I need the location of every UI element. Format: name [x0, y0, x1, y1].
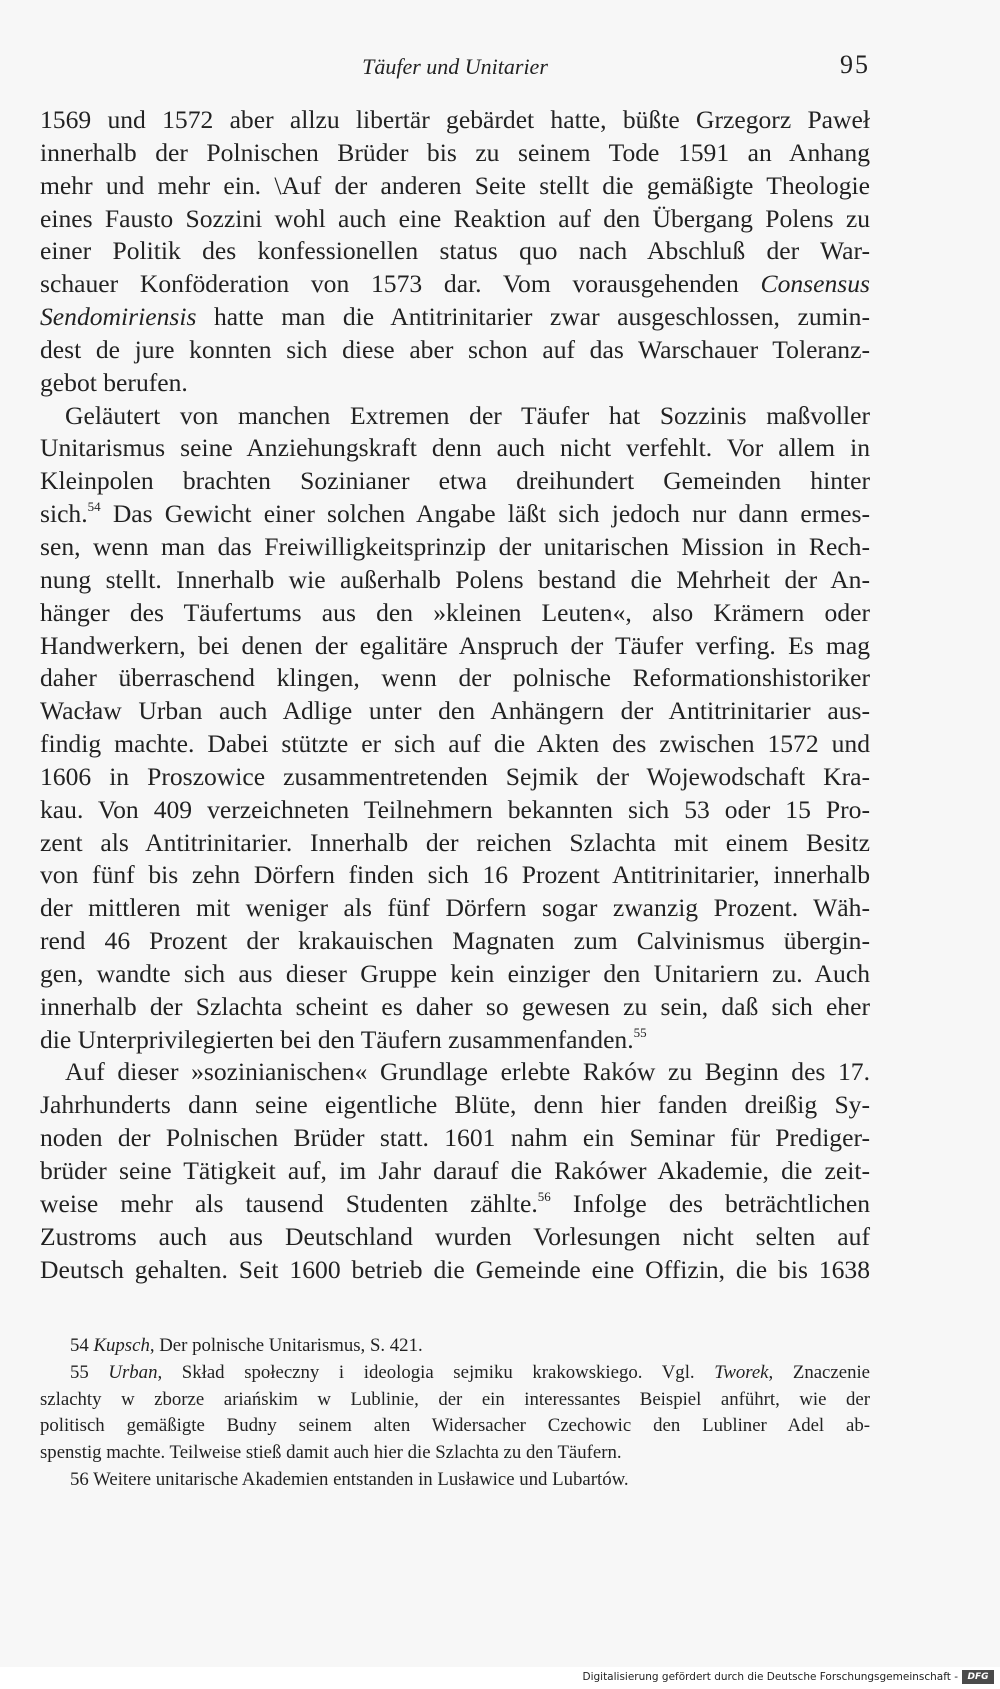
- page-number: 95: [840, 50, 870, 79]
- footer-text: Digitalisierung gefördert durch die Deutsche Forschungsgemeinschaft -: [582, 1671, 958, 1683]
- text-line: gen, wandte sich aus dieser Gruppe kein einziger den Unitariern zu. Auch: [40, 958, 870, 988]
- text-line: eines Fausto Sozzini wohl auch eine Reaktion auf den Übergang Polens zu: [40, 203, 870, 233]
- text-run: sich.: [40, 499, 88, 529]
- text-line: [40, 268, 870, 301]
- text-line: [40, 1024, 870, 1057]
- footnote-number: 54: [70, 1335, 89, 1356]
- running-title: Täufer und Unitarier: [362, 54, 548, 79]
- text-line: Kleinpolen brachten Sozinianer etwa dreihundert Gemeinden hinter: [40, 466, 870, 496]
- text-run: weise mehr als tausend Studenten zählte.: [40, 1188, 538, 1218]
- text-line: zent als Antitrinitarier. Innerhalb der reichen Szlachta mit einem Besitz: [40, 827, 870, 857]
- text-line: Auf dieser »sozinianischen« Grundlage erlebte Raków zu Beginn des 17.: [65, 1057, 870, 1087]
- text-line: [40, 498, 870, 531]
- footnotes: [40, 1333, 870, 1494]
- text-run: Infolge des beträchtlichen: [572, 1188, 871, 1218]
- footnote-55: [40, 1360, 870, 1387]
- text-line: brüder seine Tätigkeit auf, im Jahr darauf die Rakówer Akademie, die zeit-: [40, 1156, 870, 1185]
- text-line: dest de jure konnten sich diese aber schon auf das Warschauer Toleranz-: [40, 334, 870, 364]
- text-line: 1569 und 1572 aber allzu libertär gebärdet hatte, büßte Grzegorz Paweł: [40, 105, 870, 134]
- italic-title: Sendomiriensis: [40, 302, 197, 332]
- text-line: findig machte. Dabei stützte er sich auf die Akten des zwischen 1572 und: [40, 729, 870, 759]
- text-line: [40, 1188, 870, 1221]
- running-head: [40, 50, 870, 86]
- text-line: Deutsch gehalten. Seit 1600 betrieb die Gemeinde eine Offizin, die bis 1638: [40, 1254, 870, 1284]
- footnote-author: Urban: [108, 1361, 158, 1383]
- footnote-number: 56: [70, 1468, 89, 1490]
- text-line: Unitarismus seine Anziehungskraft denn auch nicht verfehlt. Vor allem in: [40, 433, 870, 463]
- dfg-logo: DFG: [962, 1670, 994, 1684]
- text-line: noden der Polnischen Brüder statt. 1601 nahm ein Seminar für Prediger-: [40, 1123, 870, 1153]
- text-line: von fünf bis zehn Dörfern finden sich 16 Prozent Antitrinitarier, innerhalb: [40, 860, 870, 890]
- text-line: kau. Von 409 verzeichneten Teilnehmern bekannten sich 53 oder 15 Pro-: [40, 794, 870, 824]
- footnote-text: , Skład społeczny i ideologia sejmiku krakowskiego. Vgl.: [157, 1361, 695, 1383]
- text-line: einer Politik des konfessionellen status quo nach Abschluß der War-: [40, 236, 870, 266]
- text-line: gebot berufen.: [40, 367, 188, 397]
- footnote-line: spenstig machte. Teilweise stieß damit auch hier die Szlachta zu den Täufern.: [40, 1442, 622, 1464]
- text-line: Jahrhunderts dann seine eigentliche Blüte, denn hier fanden dreißig Sy-: [40, 1090, 870, 1120]
- text-line: Geläutert von manchen Extremen der Täufer hat Sozzinis maßvoller: [65, 400, 870, 430]
- text-run: die Unterprivilegierten bei den Täufern zusammenfanden.: [40, 1024, 634, 1054]
- digitization-footer: [0, 1667, 1000, 1689]
- text-line: daher überraschend klingen, wenn der polnische Reformationshistoriker: [40, 663, 870, 693]
- text-line: mehr und mehr ein. \Auf der anderen Seite stellt die gemäßigte Theologie: [40, 170, 870, 200]
- text-line: Wacław Urban auch Adlige unter den Anhängern der Antitrinitarier aus-: [40, 696, 870, 726]
- body-text: [40, 104, 870, 1286]
- text-run: Das Gewicht einer solchen Angabe läßt sich jedoch nur dann ermes-: [112, 499, 870, 529]
- text-line: nung stellt. Innerhalb wie außerhalb Polens bestand die Mehrheit der An-: [40, 564, 870, 594]
- footnote-author: Tworek: [714, 1361, 769, 1383]
- footnote-ref-56[interactable]: 56: [537, 1188, 551, 1204]
- footnote-line: politisch gemäßigte Budny seinem alten Widersacher Czechowic den Lubliner Adel ab-: [40, 1415, 870, 1437]
- text-line: Handwerkern, bei denen der egalitäre Anspruch der Täufer verfing. Es mag: [40, 630, 870, 660]
- footnote-number: 55: [70, 1361, 89, 1383]
- text-line: [40, 301, 870, 334]
- footnote-ref-55[interactable]: 55: [633, 1024, 647, 1040]
- text-line: der mittleren mit weniger als fünf Dörfern sogar zwanzig Prozent. Wäh-: [40, 893, 870, 923]
- text-line: 1606 in Proszowice zusammentretenden Sejmik der Wojewodschaft Kra-: [40, 761, 870, 791]
- footnote-text: , Znaczenie: [768, 1361, 871, 1383]
- footnote-56: [40, 1467, 870, 1494]
- text-line: Zustroms auch aus Deutschland wurden Vorlesungen nicht selten auf: [40, 1221, 870, 1251]
- footnote-ref-54[interactable]: 54: [87, 499, 101, 515]
- footnote-line: szlachty w zborze ariańskim w Lublinie, der ein interessantes Beispiel anführt, wie der: [40, 1388, 870, 1410]
- text-line: hänger des Täufertums aus den »kleinen Leuten«, also Krämern oder: [40, 597, 870, 627]
- footnote-text: , Der polnische Unitarismus, S. 421.: [149, 1335, 423, 1356]
- italic-title: Consensus: [760, 269, 870, 299]
- footnote-text: Weitere unitarische Akademien entstanden in Lusławice und Lubartów.: [93, 1468, 629, 1490]
- text-line: rend 46 Prozent der krakauischen Magnaten zum Calvinismus übergin-: [40, 926, 870, 956]
- footnote-54: [40, 1333, 870, 1360]
- text-run: hatte man die Antitrinitarier zwar ausgeschlossen, zumin-: [213, 302, 870, 332]
- text-line: sen, wenn man das Freiwilligkeitsprinzip der unitarischen Mission in Rech-: [40, 531, 870, 561]
- text-run: schauer Konföderation von 1573 dar. Vom vorausgehenden: [40, 269, 739, 299]
- text-line: innerhalb der Szlachta scheint es daher so gewesen zu sein, daß sich eher: [40, 991, 870, 1021]
- text-line: innerhalb der Polnischen Brüder bis zu seinem Tode 1591 an Anhang: [40, 137, 870, 167]
- footnote-author: Kupsch: [93, 1335, 150, 1356]
